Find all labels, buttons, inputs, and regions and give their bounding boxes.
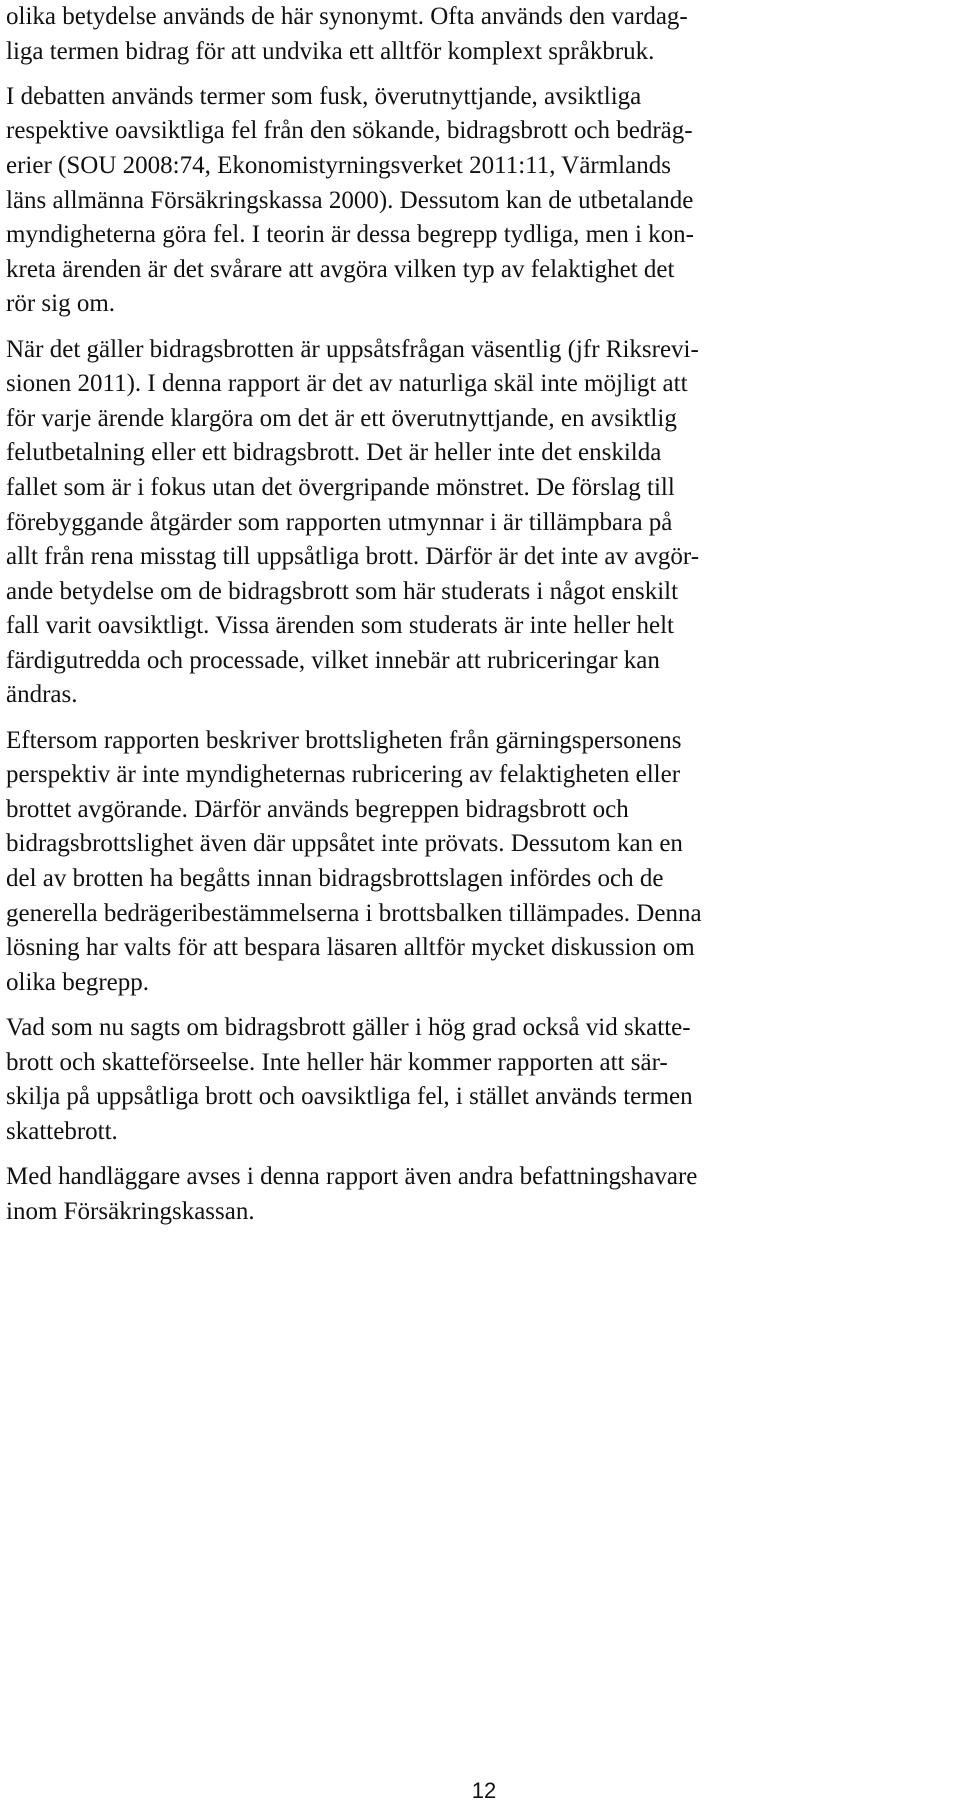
document-page [6, 0, 954, 1229]
text-line: Vad som nu sagts om bidragsbrott gäller i hög grad också vid skatte- [6, 1014, 691, 1041]
text-line: Med handläggare avses i denna rapport även andra befattningshavare [6, 1162, 698, 1190]
text-line: liga termen bidrag för att undvika ett alltför komplext språkbruk. [6, 37, 655, 65]
paragraph-case-officers [6, 1160, 954, 1229]
text-line: sionen 2011). I denna rapport är det av naturliga skäl inte möjligt att [6, 370, 688, 398]
text-line: olika betydelse används de här synonymt. Ofta används den vardag- [6, 3, 688, 30]
text-line: generella bedrägeribestämmelserna i brottsbalken tillämpades. Denna [6, 899, 702, 927]
text-line: allt från rena misstag till uppsåtliga brott. Därför är det inte av avgör- [6, 543, 700, 571]
text-line: lösning har valts för att bespara läsaren alltför mycket diskussion om [6, 934, 695, 962]
paragraph-tax-offences [6, 1011, 954, 1149]
text-line: fallet som är i fokus utan det övergripande mönstret. De förslag till [6, 473, 675, 501]
paragraph-intent-question [6, 333, 954, 714]
paragraph-gap [6, 1149, 954, 1160]
paragraph-gap [6, 322, 954, 333]
text-line: När det gäller bidragsbrotten är uppsåtsfrågan väsentlig (jfr Riksrevi- [6, 335, 699, 363]
text-line: rör sig om. [6, 290, 116, 318]
paragraph-debate-terms [6, 80, 954, 322]
text-line: brottet avgörande. Därför används begreppen bidragsbrott och [6, 795, 629, 823]
text-line: myndigheterna göra fel. I teorin är dessa begrepp tydliga, men i kon- [6, 221, 694, 249]
text-line: respektive oavsiktliga fel från den sökande, bidragsbrott och bedräg- [6, 117, 693, 145]
text-line: felutbetalning eller ett bidragsbrott. Det är heller inte det enskilda [6, 439, 662, 467]
text-line: olika begrepp. [6, 968, 150, 996]
text-line: ändras. [6, 681, 78, 709]
text-line: färdigutredda och processade, vilket innebär att rubriceringar kan [6, 646, 660, 674]
text-line: skilja på uppsåtliga brott och oavsiktliga fel, i stället används termen [6, 1083, 693, 1111]
text-line: läns allmänna Försäkringskassa 2000). Dessutom kan de utbetalande [6, 186, 694, 214]
paragraph-gap [6, 713, 954, 724]
text-line: Eftersom rapporten beskriver brottsligheten från gärningspersonens [6, 726, 682, 754]
text-line: för varje ärende klargöra om det är ett överutnyttjande, en avsiktlig [6, 404, 677, 432]
text-line: brott och skatteförseelse. Inte heller här kommer rapporten att sär- [6, 1048, 668, 1076]
text-line: förebyggande åtgärder som rapporten utmynnar i är tillämpbara på [6, 508, 673, 536]
page-number: 12 [471, 1778, 497, 1803]
text-line: I debatten används termer som fusk, överutnyttjande, avsiktliga [6, 82, 642, 110]
text-line: bidragsbrottslighet även där uppsåtet inte prövats. Dessutom kan en [6, 830, 683, 858]
paragraph-perpetrator-perspective [6, 724, 954, 1001]
text-line: kreta ärenden är det svårare att avgöra vilken typ av felaktighet det [6, 255, 675, 283]
text-line: inom Försäkringskassan. [6, 1197, 255, 1225]
text-line: ande betydelse om de bidragsbrott som här studerats i något enskilt [6, 577, 679, 605]
paragraph-gap [6, 69, 954, 80]
text-line: fall varit oavsiktligt. Vissa ärenden som studerats är inte heller helt [6, 612, 674, 640]
text-line: del av brotten ha begåtts innan bidragsbrottslagen infördes och de [6, 865, 664, 893]
paragraph-terminology-intro [6, 0, 954, 69]
text-line: erier (SOU 2008:74, Ekonomistyrningsverket 2011:11, Värmlands [6, 151, 671, 179]
text-line: skattebrott. [6, 1117, 118, 1145]
paragraph-gap [6, 1000, 954, 1011]
text-line: perspektiv är inte myndigheternas rubricering av felaktigheten eller [6, 761, 681, 789]
